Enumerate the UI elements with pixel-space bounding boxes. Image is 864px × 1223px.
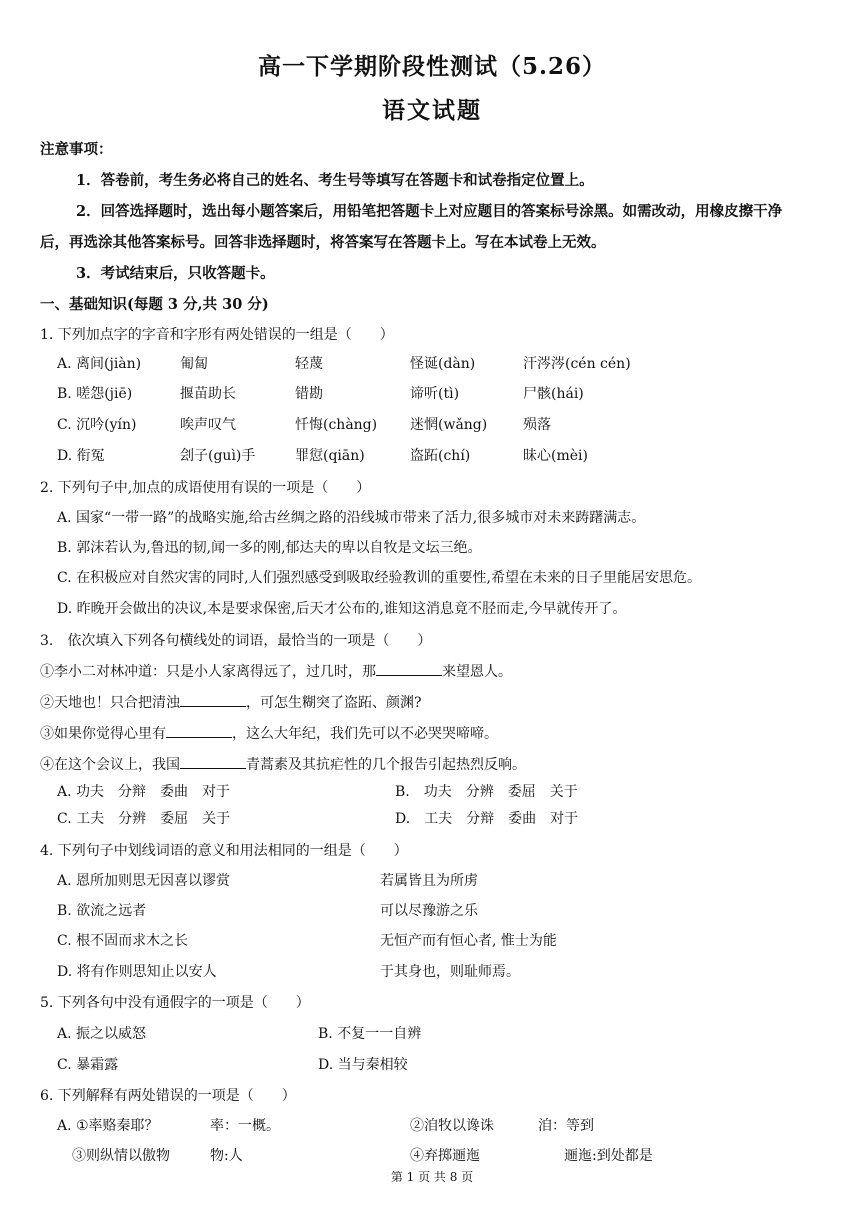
q1-row-c-5: 殒落 [523, 417, 551, 433]
q4-option-a-left: A. 恩所加则思无因喜以谬赏 [57, 873, 231, 889]
notice-item-1: 1．答卷前，考生务必将自己的姓名、考生号等填写在答题卡和试卷指定位置上。 [76, 172, 594, 189]
q4-stem: 4. 下列句子中划线词语的意义和用法相同的一组是（ ） [40, 843, 408, 859]
q3-option-c: C. 工夫 分辨 委屈 关于 [57, 811, 231, 827]
q4-option-a-right: 若属皆且为所虏 [380, 873, 478, 889]
q1-row-c-4: 迷惘(wǎng) [410, 417, 488, 433]
q1-row-b-4: 谛听(tì) [410, 386, 460, 402]
q5-option-c: C. 暴霜露 [57, 1057, 119, 1073]
notice-item-3: 3．考试结束后，只收答题卡。 [76, 265, 275, 282]
q1-row-c-2: 唉声叹气 [180, 417, 236, 433]
q1-row-d-4: 盗跖(chí) [410, 448, 471, 464]
q5-stem: 5. 下列各句中没有通假字的一项是（ ） [40, 995, 310, 1011]
q3-option-b: B. 功夫 分辨 委屈 关于 [395, 784, 578, 800]
notice-heading: 注意事项： [40, 141, 113, 158]
q3-option-d: D. 工夫 分辩 委曲 对于 [395, 811, 579, 827]
q3-s1-text-b: 来望恩人。 [442, 664, 512, 680]
q1-row-d-2: 刽子(guì)手 [180, 448, 256, 464]
q3-s2-text-a: ②天地也！只合把清浊 [40, 695, 180, 711]
q3-s4-text-b: 青蒿素及其抗疟性的几个报告引起热烈反响。 [246, 757, 526, 773]
q3-s4-text-a: ④在这个会议上，我国 [40, 757, 180, 773]
q6-item-4-gloss: 逦迤:到处都是 [564, 1148, 653, 1164]
q6-item-1: A. ①率赂秦耶？ [57, 1118, 159, 1134]
section-heading: 一、基础知识(每题 3 分,共 30 分) [40, 296, 269, 313]
q1-row-a-2: 匍匐 [180, 356, 208, 372]
q2-stem: 2. 下列句子中,加点的成语使用有误的一项是（ ） [40, 480, 371, 496]
q3-blank-4 [180, 756, 246, 769]
q4-option-d-right: 于其身也，则耻师焉。 [380, 964, 520, 980]
q1-stem: 1. 下列加点字的字音和字形有两处错误的一组是（ ） [40, 327, 394, 343]
q3-stem: 3. 依次填入下列各句横线处的词语，最恰当的一项是（ ） [40, 633, 432, 649]
q1-row-a-3: 轻蔑 [295, 356, 323, 372]
q3-option-a: A. 功夫 分辩 委曲 对于 [57, 784, 231, 800]
page-number: 第 1 页 共 8 页 [390, 1170, 474, 1184]
q3-s3-text-a: ③如果你觉得心里有 [40, 726, 166, 742]
q4-option-d-left: D. 将有作则思知止以安人 [57, 964, 217, 980]
q4-option-b-right: 可以尽豫游之乐 [380, 903, 478, 919]
q3-s1-text-a: ①李小二对林冲道：只是小人家离得远了，过几时，那 [40, 664, 376, 680]
q4-option-c-left: C. 根不固而求木之长 [57, 933, 189, 949]
q6-item-2: ②洎牧以谗诛 [410, 1118, 494, 1134]
q1-row-a-5: 汗涔涔(cén cén) [523, 356, 631, 372]
notice-item-2a: 2．回答选择题时，选出每小题答案后，用铅笔把答题卡上对应题目的答案标号涂黑。如需改动，用橡皮擦干净 [76, 203, 783, 220]
exam-title: 高一下学期阶段性测试（5.26） [257, 53, 607, 80]
q1-row-c-1: C. 沉吟(yín) [57, 417, 137, 433]
q1-row-b-2: 揠苗助长 [180, 386, 236, 402]
q2-option-a: A. 国家“一带一路”的战略实施,给古丝绸之路的沿线城市带来了活力,很多城市对未来踌躇满志。 [57, 510, 646, 526]
q5-option-d: D. 当与秦相较 [318, 1057, 408, 1073]
q1-row-a-4: 怪诞(dàn) [410, 356, 476, 372]
q1-row-b-1: B. 嗟怨(jiē) [57, 386, 133, 402]
q1-row-b-3: 错勘 [295, 386, 323, 402]
q3-blank-2 [180, 694, 246, 707]
q5-option-b: B. 不复一一自辨 [318, 1026, 422, 1042]
q4-option-b-left: B. 欲流之远者 [57, 903, 147, 919]
q6-item-3-gloss: 物:人 [210, 1148, 243, 1164]
q6-stem: 6. 下列解释有两处错误的一项是（ ） [40, 1088, 296, 1104]
q3-sentence-4 [40, 754, 526, 774]
q6-item-4: ④弃掷逦迤 [410, 1148, 480, 1164]
q1-row-d-1: D. 衔冤 [57, 448, 105, 464]
q1-row-d-5: 昧心(mèi) [523, 448, 588, 464]
q1-row-a-1: A. 离间(jiàn) [57, 356, 142, 372]
q3-blank-3 [166, 725, 232, 738]
q3-blank-1 [376, 663, 442, 676]
q2-option-c: C. 在积极应对自然灾害的同时,人们强烈感受到吸取经验教训的重要性,希望在未来的日子里能居安思危。 [57, 570, 702, 586]
q6-item-1-gloss: 率：一概。 [210, 1118, 280, 1134]
q2-option-b: B. 郭沫若认为,鲁迅的韧,闻一多的刚,郁达夫的卑以自牧是文坛三绝。 [57, 540, 482, 556]
q1-row-d-3: 罪愆(qiān) [295, 448, 365, 464]
q6-item-2-gloss: 洎：等到 [538, 1118, 594, 1134]
q2-option-d: D. 昨晚开会做出的决议,本是要求保密,后天才公布的,谁知这消息竟不胫而走,今早就传开了。 [57, 601, 627, 617]
q3-sentence-1 [40, 661, 512, 681]
exam-subtitle: 语文试题 [382, 97, 482, 124]
q3-sentence-2 [40, 692, 422, 712]
q3-sentence-3 [40, 723, 498, 743]
q5-option-a: A. 振之以威怒 [57, 1026, 147, 1042]
notice-item-2b: 后，再选涂其他答案标号。回答非选择题时，将答案写在答题卡上。写在本试卷上无效。 [40, 234, 606, 251]
q3-s3-text-b: ，这么大年纪，我们先可以不必哭哭啼啼。 [232, 726, 498, 742]
q3-s2-text-b: ，可怎生糊突了盗跖、颜渊? [246, 695, 422, 711]
q1-row-b-5: 尸骸(hái) [523, 386, 584, 402]
q1-row-c-3: 忏悔(chàng) [295, 417, 378, 433]
q4-option-c-right: 无恒产而有恒心者, 惟士为能 [380, 933, 557, 949]
q6-item-3: ③则纵情以傲物 [72, 1148, 170, 1164]
